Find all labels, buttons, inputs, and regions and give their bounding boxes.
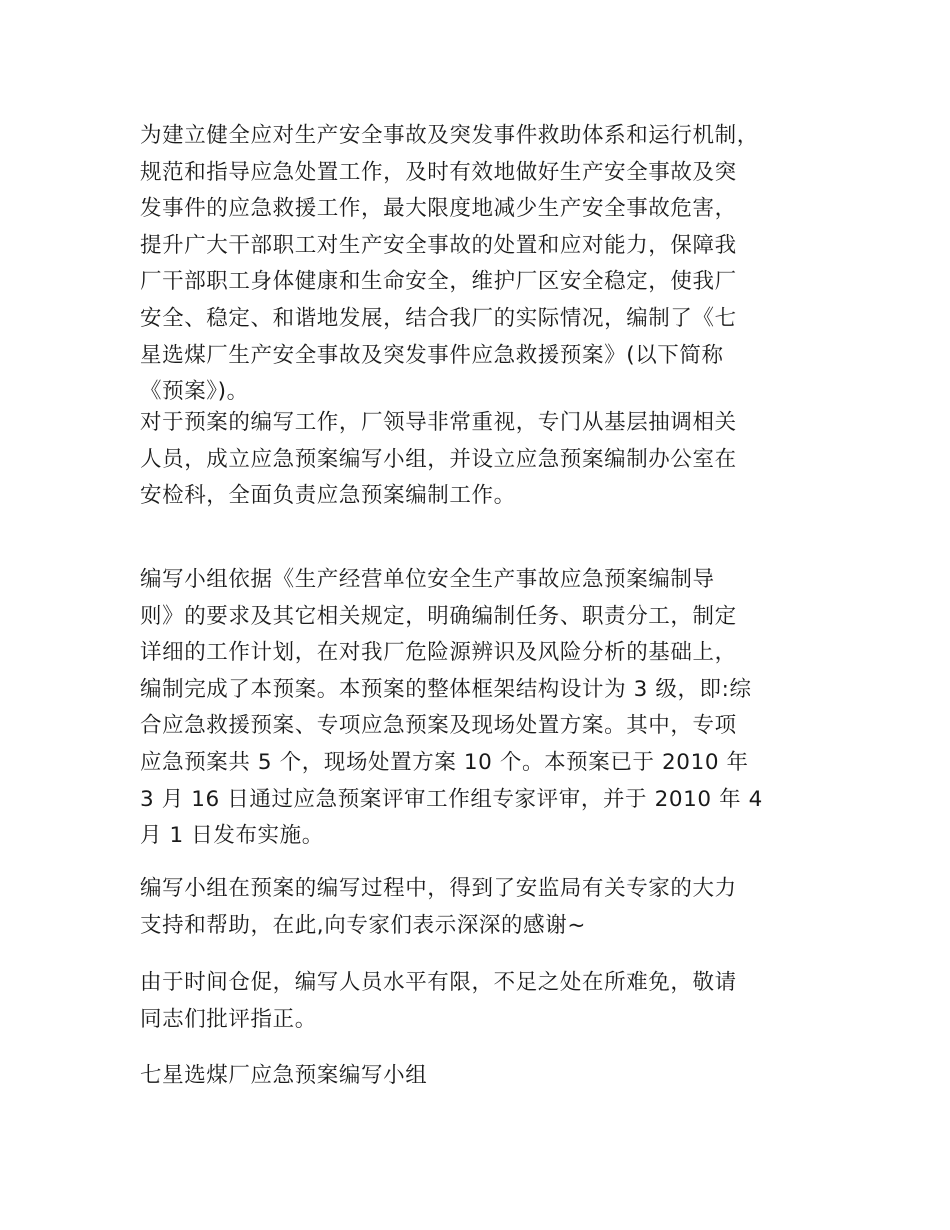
text-line: 人员，成立应急预案编写小组，并设立应急预案编制办公室在 — [140, 446, 737, 472]
text-line: 安全、稳定、和谐地发展，结合我厂的实际情况，编制了《七 — [140, 305, 737, 331]
paragraph-compilation — [140, 562, 820, 855]
text-line: 安检科，全面负责应急预案编制工作。 — [140, 483, 516, 509]
text-line: 厂干部职工身体健康和生命安全，维护厂区安全稳定，使我厂 — [140, 269, 737, 295]
paragraph-apology — [140, 965, 820, 1038]
text-line: 提升广大干部职工对生产安全事故的处置和应对能力，保障我 — [140, 232, 737, 258]
text-line: 《预案》)。 — [140, 379, 249, 405]
text-line: 星选煤厂生产安全事故及突发事件应急救援预案》(以下简称 — [140, 342, 724, 368]
text-line: 编写小组依据《生产经营单位安全生产事故应急预案编制导 — [140, 567, 715, 592]
text-line: 发事件的应急救援工作，最大限度地减少生产安全事故危害， — [140, 196, 737, 222]
text-line: 编写小组在预案的编写过程中，得到了安监局有关专家的大力 — [140, 876, 737, 901]
signature-line — [140, 1058, 820, 1095]
text-line: 为建立健全应对生产安全事故及突发事件救助体系和运行机制， — [140, 123, 759, 148]
paragraph-thanks — [140, 871, 820, 944]
text-line: 则》的要求及其它相关规定，明确编制任务、职责分工，制定 — [140, 603, 737, 629]
text-line: 详细的工作计划，在对我厂危险源辨识及风险分析的基础上， — [140, 640, 737, 666]
text-line: 同志们批评指正。 — [140, 1006, 317, 1032]
text-line: 应急预案共 5 个，现场处置方案 10 个。本预案已于 2010 年 — [140, 749, 749, 775]
text-line: 七星选煤厂应急预案编写小组 — [140, 1063, 428, 1088]
text-line: 由于时间仓促，编写人员水平有限，不足之处在所难免，敬请 — [140, 970, 737, 995]
paragraph-intro — [140, 118, 820, 411]
text-line: 编制完成了本预案。本预案的整体框架结构设计为 3 级，即:综 — [140, 676, 752, 702]
text-line: 支持和帮助，在此,向专家们表示深深的感谢~ — [140, 912, 586, 938]
text-line: 对于预案的编写工作，厂领导非常重视，专门从基层抽调相关 — [140, 410, 737, 435]
paragraph-leadership — [140, 405, 820, 515]
text-line: 规范和指导应急处置工作，及时有效地做好生产安全事故及突 — [140, 159, 737, 185]
text-line: 月 1 日发布实施。 — [140, 823, 324, 849]
text-line: 3 月 16 日通过应急预案评审工作组专家评审，并于 2010 年 4 — [140, 786, 763, 812]
text-line: 合应急救援预案、专项应急预案及现场处置方案。其中，专项 — [140, 713, 737, 739]
